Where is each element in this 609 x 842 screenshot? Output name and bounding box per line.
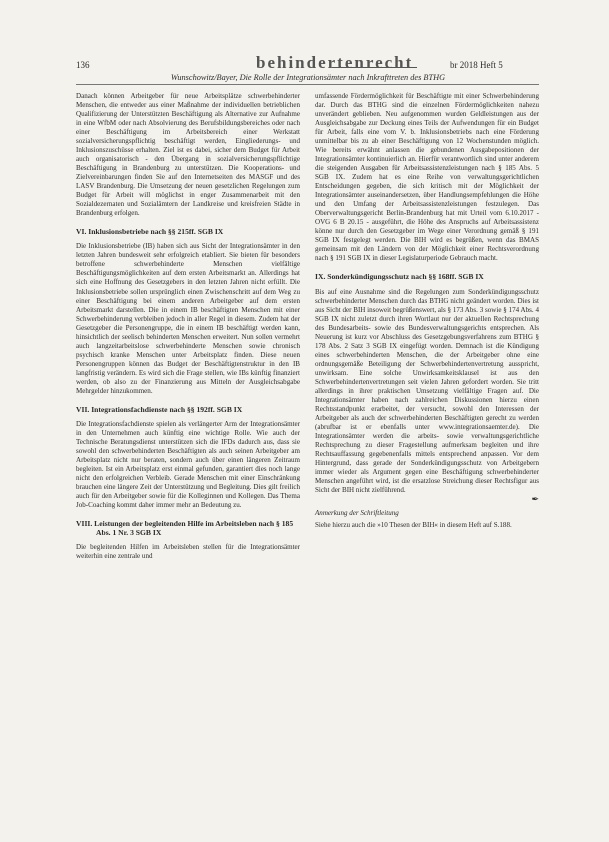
left-column bbox=[76, 92, 300, 561]
right-intro-paragraph: umfassende Fördermöglichkeit für Beschäftigte mit einer Schwerbehinderung dar. Durch das BTHG sind die einzelnen Fördermöglichkeiten nahezu unverändert geblieben. Neu aufgenommen wurden Geldleistungen aus der Ausgleichsabgabe zur Deckung eines Teils der Aufwendungen für ein Budget für Arbeit, falls eine vom V. b. Inklusionsbetriebs nach eine Förderung unmittelbar bis zu ab einer Beschäftigung von 12 Wochenstunden möglich. Wie bereits erwähnt anlassen die gebundenen Ausgabepositionen der Integrationsämter kontinuierlich an. Hierfür verantwortlich sind unter anderem die steigenden Ausgaben für Arbeitsassistenzleistungen nach § 185 Abs. 5 SGB IX. Zudem hat es eine Reihe von verwaltungsgerichtlichen Entscheidungen gegeben, die sich kritisch mit der Möglichkeit der Integrationsämter auseinandersetzen, über Handlungsempfehlungen die Höhe und den Umfang der Arbeitsassistenzleistungen festzulegen. Das Oberverwaltungsgericht Berlin-Brandenburg hat mit Urteil vom 6.10.2017 - OVG 6 B 20.15 - ausgeführt, die Höhe des Anspruchs auf Arbeitsassistenz könne nur durch den Gesetzgeber im Wege einer Verordnung gemäß § 191 SGB IX festgelegt werden. Die BIH wird es begrüßen, wenn das BMAS gemeinsam mit den Ländern von der Möglichkeit einer Rechtsverordnung nach § 191 SGB IX in dieser Legislaturperiode Gebrauch macht. bbox=[315, 92, 539, 263]
section-8-heading: VIII. Leistungen der begleitenden Hilfe im Arbeitsleben nach § 185 Abs. 1 Nr. 3 SGB IX bbox=[76, 519, 294, 538]
left-intro-paragraph: Danach können Arbeitgeber für neue Arbeitsplätze schwerbehinderter Menschen, die entweder aus einer Maßnahme der individuellen betrieblichen Qualifizierung der Unterstützten Beschäftigung als Alternative zur Aufnahme in eine WfbM oder nach Absolvierung des Berufsbildungsbereiches oder nach einer Beschäftigung im Arbeitsbereich einer Werkstatt sozialversicherungspflichtig beschäftigt werden, Eingliederungs- und Inklusionszuschüsse erhalten. Ziel ist es dabei, sicher dem Budget für Arbeit auch organisatorisch - den Übergang in sozialversicherungspflichtige Beschäftigung in Brandenburg zu unterstützen. Die Kooperations- und Zielvereinbarungen finden Sie auf den Internetseiten des MASGF und des LASV Brandenburg. Die Umsetzung der neuen gesetzlichen Regelungen zum Budget für Arbeit will möglichst in enger Zusammenarbeit mit den Sozialdezernaten und Sozialämtern der Landkreise und kreisfreien Städte in Brandenburg erfolgen. bbox=[76, 92, 300, 218]
section-8-text: Die begleitenden Hilfen im Arbeitsleben stellen für die Integrationsämter weiterhin eine zentrale und bbox=[76, 543, 300, 561]
journal-title: behindertenrecht bbox=[256, 53, 414, 72]
section-6-heading: VI. Inklusionsbetriebe nach §§ 215ff. SGB IX bbox=[76, 227, 224, 237]
right-column bbox=[315, 92, 539, 530]
editor-note-heading: Anmerkung der Schriftleitung bbox=[315, 508, 399, 517]
page-number: 136 bbox=[76, 60, 90, 70]
editor-note-text: Siehe hierzu auch die »10 Thesen der BIH« in diesem Heft auf S.188. bbox=[315, 520, 512, 529]
section-7-text: Die Integrationsfachdienste spielen als verlängerter Arm der Integrationsämter in den Unternehmen auch künftig eine wichtige Rolle. Wie auch der Technische Beratungsdienst unterstützen sich die IFDs dadurch aus, dass sie sowohl den schwerbehinderten Beschäftigten als auch seinen Arbeitgeber am Arbeitsplatz nicht nur beraten, sondern auch über einen längeren Zeitraum begleiten. Ist ein Arbeitsplatz erst einmal gefunden, garantiert dies noch lange nicht den erfolgreichen Verbleib. Gerade Menschen mit einer Einschränkung brauchen eine längere Zeit der Unterstützung und Begleitung. Dies gilt freilich auch für den Arbeitgeber sowie für die Kolleginnen und Kollegen. Das Thema Job-Coaching kommt daher immer mehr an Bedeutung zu. bbox=[76, 419, 300, 510]
section-9-text: Bis auf eine Ausnahme sind die Regelungen zum Sonderkündigungsschutz schwerbehinderter Menschen durch das BTHG nicht geändert worden. Dies ist aus Sicht der BIH insoweit begrüßenswert, als § 173 Abs. 3 sowie § 174 Abs. 4 SGB IX nicht zuletzt durch ihren Wortlaut nur der aktuellen Rechtsprechung des Bundesarbeits- sowie des Bundesverwaltungsgerichts entsprechen. Als Neuerung ist kurz vor Abschluss des Gesetzgebungsverfahrens zum BTHG § 178 Abs. 2 Satz 3 SGB IX eingefügt worden. Demnach ist die Kündigung eines schwerbehinderten Menschen, die der Arbeitgeber ohne eine ordnungsgemäße Beteiligung der Schwerbehindertenvertretung ausspricht, unwirksam. Eine solche Unwirksamkeitsklausel ist aus den Schwerbehindertenvertretungen seit vielen Jahren gefordert worden. Sie tritt allerdings in ihrer praktischen Umsetzung vielfältige Fragen auf. Die Integrationsämter haben nach zahlreichen Diskussionen hierzu einen Rechtsstandpunkt erarbeitet, der versucht, sowohl den Interessen der Arbeitgeber als auch der schwerbehinderten Beschäftigten gerecht zu werden (abrufbar ist er ebenfalls unter www.integrationsaemter.de). Die Integrationsämter werden die arbeits- sowie verwaltungsgerichtliche Rechtsprechung zu dieser Fragestellung aufmerksam begleiten und ihre Rechtsauffassung gegebenenfalls mittels entsprechend anpassen. Vor dem Hintergrund, dass gerade der Sonderkündigungsschutz von Arbeitgebern immer wieder als Argument gegen eine Beschäftigung schwerbehinderter Menschen angeführt wird, ist die ersatzlose Streichung dieser Rechtsfigur aus Sicht der BIH nicht zielführend. bbox=[315, 287, 539, 494]
article-running-title: Wunschowitz/Bayer, Die Rolle der Integrationsämter nach Inkrafttreten des BTHG bbox=[170, 73, 446, 82]
header-divider bbox=[76, 84, 539, 85]
pen-nib-icon: ✒ bbox=[531, 493, 539, 504]
section-6-text: Die Inklusionsbetriebe (IB) haben sich aus Sicht der Integrationsämter in den letzten Jahren bundesweit sehr erfolgreich etabliert. Sie bieten für besonders betroffene schwerbehinderte Menschen vielfältige Beschäftigungsmöglichkeiten auf dem ersten Arbeitsmarkt an. Allerdings hat sich eine Hoffnung des Gesetzgebers in den letzten Jahren nicht erfüllt. Die Inklusionsbetriebe sollen ursprünglich einen Zwischenschritt auf dem Weg zu einer Beschäftigung bei einem anderen Arbeitgeber auf dem ersten Arbeitsmarkt darstellen. Die in einem IB beschäftigten Menschen mit einer Schwerbehinderung verbleiben jedoch in aller Regel in diesem. Zudem hat der Gesetzgeber die Personengruppe, die in einem IB beschäftigt werden kann, hinsichtlich der seelisch behinderten Menschen erweitert. Nun sollen vermehrt auch langzeitarbeitslose schwerbehinderte Menschen sowie chronisch psychisch kranke Menschen unter Arbeitsplatz finden. Diese neuen Personengruppen können das Budget der Beschäftigtenstruktur in den IB langfristig verändern. Es wird sich die Frage stellen, wie IBs künftig finanziert werden, ob also zu der Finanzierung aus Mitteln der Ausgleichsabgabe Mehrgelder hinzukommen. bbox=[76, 242, 300, 395]
section-9-heading: IX. Sonderkündigungsschutz nach §§ 168ff. SGB IX bbox=[315, 272, 484, 282]
issue-label: br 2018 Heft 5 bbox=[450, 60, 503, 70]
header-rule bbox=[332, 67, 417, 68]
section-7-heading: VII. Integrationsfachdienste nach §§ 192ff. SGB IX bbox=[76, 404, 243, 414]
